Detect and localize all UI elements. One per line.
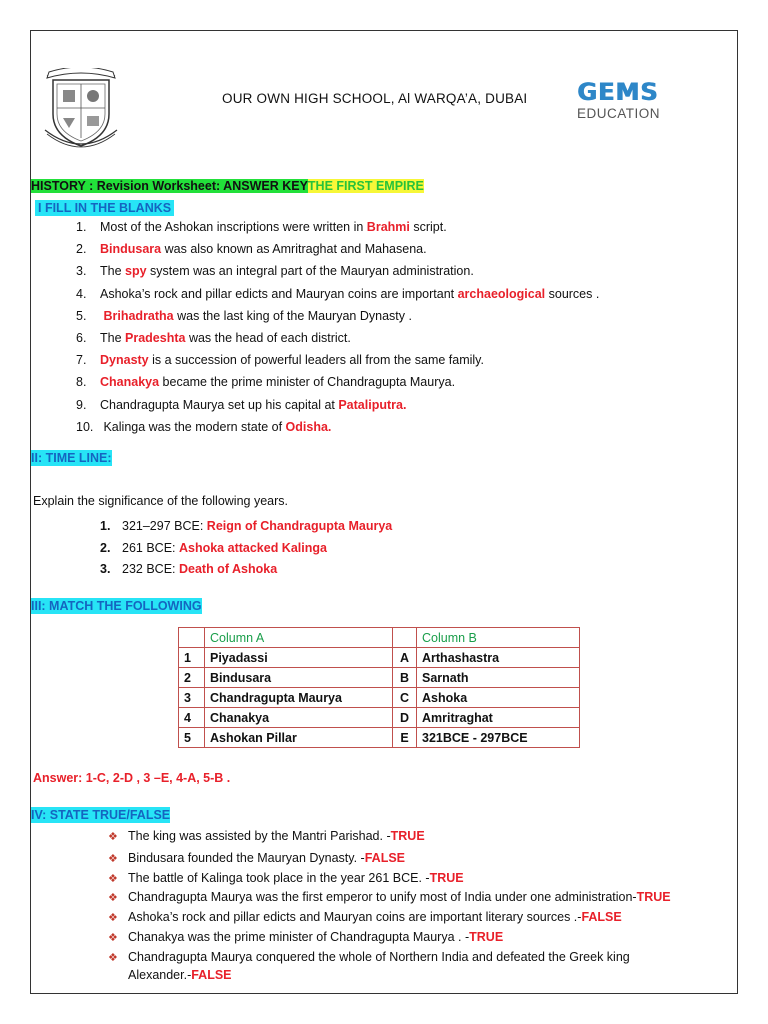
section4-heading: IV: STATE TRUE/FALSE	[31, 808, 171, 822]
item-text: Kalinga was the modern state of	[100, 419, 286, 434]
table-cell: 321BCE - 297BCE	[417, 728, 580, 748]
table-cell: Ashokan Pillar	[205, 728, 393, 748]
list-item	[76, 397, 406, 413]
table-row	[179, 688, 580, 708]
answer-text: TRUE	[429, 871, 464, 885]
diamond-bullet-icon: ❖	[108, 831, 118, 843]
item-number: 9.	[76, 397, 87, 412]
answer-text: Pradeshta	[125, 331, 186, 345]
table-row	[179, 708, 580, 728]
statement-text: Ashoka’s rock and pillar edicts and Mauryan coins are important literary sources .-	[128, 910, 582, 924]
true-false-item	[108, 928, 503, 947]
statement-text: Alexander.-	[128, 968, 192, 982]
table-cell: Sarnath	[417, 668, 580, 688]
table-cell: Chanakya	[205, 708, 393, 728]
table-row	[179, 668, 580, 688]
section1-heading: I FILL IN THE BLANKS	[35, 200, 174, 216]
timeline-item	[100, 518, 392, 534]
timeline-intro: Explain the significance of the following years.	[33, 494, 289, 508]
timeline-item	[100, 561, 277, 577]
gems-sub: EDUCATION	[577, 106, 661, 121]
table-header-cell: Column B	[417, 628, 580, 648]
table-row	[179, 728, 580, 748]
answer-text: Pataliputra.	[338, 397, 407, 412]
diamond-bullet-icon: ❖	[108, 952, 118, 964]
item-text: The	[100, 264, 126, 279]
school-crest-icon	[43, 68, 119, 150]
table-cell: 2	[179, 668, 205, 688]
item-text: was the last king of the Mauryan Dynasty .	[173, 308, 412, 323]
section2-heading: II: TIME LINE:	[31, 451, 112, 465]
item-number: 3.	[76, 264, 87, 279]
answer-text: TRUE	[469, 930, 504, 944]
answer-text: Brahmi	[366, 220, 410, 234]
match-table	[178, 627, 580, 748]
list-item	[76, 352, 484, 368]
item-text: sources .	[545, 286, 600, 301]
table-cell: C	[393, 688, 417, 708]
table-cell: E	[393, 728, 417, 748]
item-text: Ashoka’s rock and pillar edicts and Mauryan coins are important	[100, 286, 458, 301]
answer-text: FALSE	[364, 851, 406, 865]
answer-text: TRUE	[636, 890, 671, 904]
item-number: 6.	[76, 331, 87, 345]
item-number: 8.	[76, 375, 87, 390]
item-number: 10.	[76, 419, 94, 434]
list-item	[76, 374, 455, 390]
title-left: HISTORY : Revision Worksheet: ANSWER KEY	[31, 179, 308, 193]
list-item	[76, 219, 447, 235]
title-right: THE FIRST EMPIRE	[307, 179, 424, 193]
diamond-bullet-icon: ❖	[108, 853, 118, 865]
item-text: became the prime minister of Chandragupta Maurya.	[159, 375, 456, 390]
diamond-bullet-icon: ❖	[108, 873, 118, 885]
item-number: 1.	[100, 519, 111, 533]
table-header-cell	[393, 628, 417, 648]
section3-heading: III: MATCH THE FOLLOWING	[31, 599, 202, 613]
statement-text: Bindusara founded the Mauryan Dynasty. -	[128, 851, 365, 865]
item-text: The	[100, 331, 126, 345]
answer-text: Death of Ashoka	[178, 562, 278, 576]
table-cell: D	[393, 708, 417, 728]
item-number: 2.	[100, 540, 111, 555]
table-cell: 5	[179, 728, 205, 748]
item-number: 5.	[76, 308, 87, 323]
table-header-cell	[179, 628, 205, 648]
item-text: script.	[409, 220, 447, 234]
list-item	[76, 330, 351, 346]
table-header-row	[179, 628, 580, 648]
table-cell: Ashoka	[417, 688, 580, 708]
list-item	[76, 419, 331, 435]
worksheet-title	[31, 178, 424, 194]
table-cell: 4	[179, 708, 205, 728]
statement-text: Chandragupta Maurya was the first emperor to unify most of India under one administration-	[128, 890, 637, 904]
table-cell: Piyadassi	[205, 648, 393, 668]
timeline-year: 232 BCE:	[122, 562, 179, 576]
item-text: is a succession of powerful leaders all from the same family.	[148, 353, 484, 368]
table-cell: Amritraghat	[417, 708, 580, 728]
diamond-bullet-icon: ❖	[108, 892, 118, 904]
statement-text: Chanakya was the prime minister of Chandragupta Maurya . -	[128, 930, 470, 944]
timeline-item	[100, 540, 327, 556]
item-number: 3.	[100, 562, 111, 576]
true-false-item	[108, 888, 671, 907]
item-text: system was an integral part of the Mauryan administration.	[146, 264, 474, 279]
list-item	[76, 241, 427, 257]
table-header-cell: Column A	[205, 628, 393, 648]
table-cell: 3	[179, 688, 205, 708]
item-number: 1.	[76, 220, 87, 234]
answer-text: Bindusara	[100, 242, 162, 257]
answer-text: TRUE	[390, 829, 425, 843]
answer-text: Odisha.	[285, 419, 332, 434]
statement-text: Chandragupta Maurya conquered the whole of Northern India and defeated the Greek king	[128, 950, 630, 964]
true-false-item	[108, 948, 630, 967]
item-number: 4.	[76, 286, 87, 301]
item-number: 7.	[76, 353, 87, 368]
list-item	[76, 263, 474, 279]
answer-text: FALSE	[581, 910, 622, 924]
school-name: OUR OWN HIGH SCHOOL, Al WARQA’A, DUBAI	[222, 91, 528, 106]
true-false-item	[108, 849, 405, 868]
answer-text: FALSE	[191, 968, 232, 982]
item-text: Chandragupta Maurya set up his capital at	[100, 397, 339, 412]
statement-text: The battle of Kalinga took place in the year 261 BCE. -	[128, 871, 430, 885]
item-text: was also known as Amritraghat and Mahasena.	[161, 242, 427, 257]
true-false-item	[108, 827, 425, 846]
answer-text: Dynasty	[100, 353, 149, 368]
item-number: 2.	[76, 242, 87, 257]
table-cell: A	[393, 648, 417, 668]
answer-text: Ashoka attacked Kalinga	[178, 540, 327, 555]
answer-text: Chanakya	[100, 375, 160, 390]
diamond-bullet-icon: ❖	[108, 932, 118, 944]
answer-text: Reign of Chandragupta Maurya	[206, 519, 393, 533]
table-cell: Bindusara	[205, 668, 393, 688]
item-text: Most of the Ashokan inscriptions were written in	[100, 220, 367, 234]
item-text: was the head of each district.	[185, 331, 351, 345]
list-item	[76, 308, 412, 324]
match-answer: Answer: 1-C, 2-D , 3 –E, 4-A, 5-B .	[33, 771, 231, 785]
table-cell: 1	[179, 648, 205, 668]
true-false-item	[108, 869, 464, 888]
timeline-year: 261 BCE:	[122, 540, 179, 555]
list-item	[76, 286, 599, 302]
table-cell: Chandragupta Maurya	[205, 688, 393, 708]
timeline-year: 321–297 BCE:	[122, 519, 207, 533]
diamond-bullet-icon: ❖	[108, 912, 118, 924]
statement-text: The king was assisted by the Mantri Parishad. -	[128, 829, 391, 843]
table-cell: B	[393, 668, 417, 688]
true-false-item-continued	[128, 966, 232, 984]
answer-text: Brihadratha	[103, 308, 174, 323]
gems-education-logo	[577, 80, 673, 126]
table-cell: Arthashastra	[417, 648, 580, 668]
gems-letters: GEMS	[577, 78, 659, 106]
true-false-item	[108, 908, 622, 927]
answer-text: spy	[125, 264, 147, 279]
answer-text: archaeological	[457, 286, 546, 301]
table-row	[179, 648, 580, 668]
